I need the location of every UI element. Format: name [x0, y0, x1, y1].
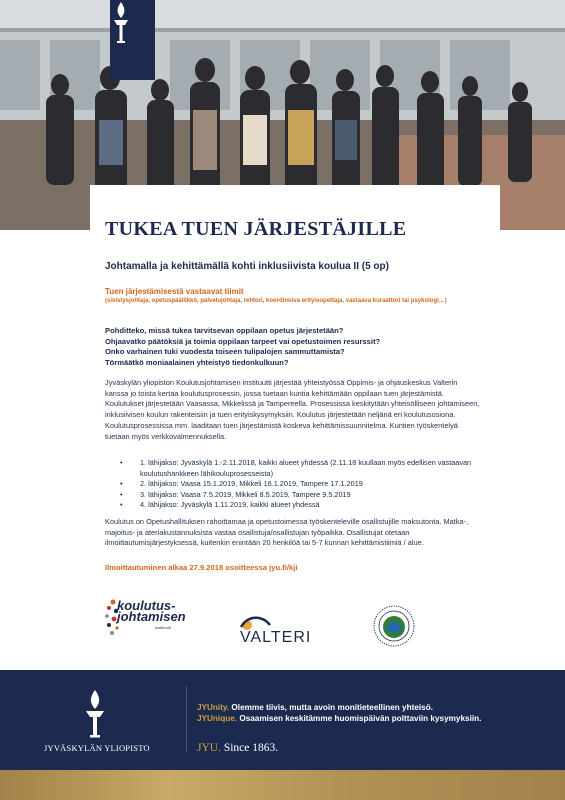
page-title: TUKEA TUEN JÄRJESTÄJILLE	[105, 218, 407, 240]
periods-list	[128, 458, 473, 511]
page-subtitle: Johtamalla ja kehittämällä kohti inklusiivista koulua II (5 op)	[105, 261, 389, 272]
university-name: JYVÄSKYLÄN YLIOPISTO	[44, 743, 150, 753]
valteri-wordmark: VALTERI	[240, 629, 312, 646]
since-text: Since 1863.	[220, 742, 279, 754]
question: Pohditteko, missä tukea tarvitsevan oppilaan opetus järjestetään?	[105, 326, 344, 335]
slogan-jyunique	[197, 714, 481, 723]
period-item: • 3. lähijakso: Vaasa 7.5.2019, Mikkeli 8.5.2019, Tampere 9.5.2019	[128, 490, 473, 501]
question: Ohjaavatko päätöksiä ja toimia oppilaan tarpeet vai opetustoimen resurssit?	[105, 336, 381, 346]
since-brand: JYU.	[197, 742, 221, 754]
kj-logo-text	[117, 600, 186, 622]
slogan-brand: JYUnity.	[197, 703, 230, 712]
since-line	[197, 742, 278, 754]
slogan-jyunity	[197, 703, 433, 712]
description-paragraph: Jyväskylän yliopiston Koulutusjohtamisen instituutti järjestää yhteistyössä Oppimis- ja ohjauskeskus Valterin kanssa jo toista kertaa koulutusprosessin, jossa tuetaan kuntia kehittämään oppilaan tuen järjestämistä. Koulutukset järjestetään Vaasassa, Mikkelissä ja Tampereella. Prosessissa keskitytään yhteisölliseen johtamiseen, inklusiivisen koulun rakenteisiin ja tuen erityiskysymyksiin. Koulutus järjestetään neljänä eri koulutusosiona. Koulutusprosessissa mm. laaditaan tuen järjestämistä koskeva kehittämissuunnitelma. Kuntien työskentelyä tuetaan myös verkkovalmennuksella.	[105, 378, 480, 441]
koulutusjohtamisen-instituutti-logo	[103, 596, 198, 644]
period-item: • 1. lähijakso: Jyväskylä 1.-2.11.2018, kaikki alueet yhdessä (2.11.18 kuullaan myös edellisen vastaavan koulutushankkeen lähikouluprosesseista)	[128, 458, 473, 479]
kj-logo-sub: instituutti	[155, 625, 171, 630]
opetushallitus-seal-logo	[372, 604, 416, 648]
seal-icon	[372, 604, 416, 648]
slogan-text: Osaamisen keskitämme huomispäivän polttaviin kysymyksiin.	[237, 714, 482, 723]
registration-link[interactable]: Ilmoittautuminen alkaa 27.9.2018 osoitteessa jyu.fi/kji	[105, 563, 298, 572]
torch-icon	[110, 0, 132, 46]
funding-paragraph: Koulutus on Opetushallituksen rahoittamaa ja opetustoimessa työskenteleville osallistujille maksutonta. Matka-, majoitus- ja ateriakustannuksista vastaa osallistuja/osallistujan työpaikka. Osallistujat otetaan ilmoittautumisjärjestyksessä, kuitenkin enintään 20 henkilöä tai 5-7 kunnan kehittämistiimiä / alue.	[105, 517, 469, 548]
question: Onko varhainen tuki vuodesta toiseen tulipalojen sammuttamista?	[105, 347, 345, 356]
university-logo-box	[110, 0, 155, 80]
kj-line2: johtamisen	[117, 609, 186, 624]
slogan-brand: JYUnique.	[197, 714, 238, 723]
footer	[0, 670, 565, 770]
period-item: • 4. lähijakso: Jyväskylä 1.11.2019, kaikki alueet yhdessä	[128, 500, 473, 511]
target-audience-list: (sivistysjohtaja, opetuspäällikkö, palvelujohtaja, rehtori, koordinoiva erityisopettaja, vastaava kuraattori tai psykologi…)	[105, 298, 447, 304]
torch-icon	[82, 688, 108, 740]
question: Törmäätkö moniaalainen yhteistyö tiedonkulkuun?	[105, 357, 289, 367]
valteri-logo	[238, 613, 312, 653]
questions-block	[105, 326, 485, 368]
period-item: • 2. lähijakso: Vaasa 15.1.2019, Mikkeli 16.1.2019, Tampere 17.1.2019	[128, 479, 473, 490]
footer-divider	[186, 686, 187, 752]
kj-line1: koulutus-	[117, 598, 176, 613]
target-audience-heading: Tuen järjestämisestä vastaavat tiimit	[105, 287, 244, 296]
slogan-text: Olemme tiivis, mutta avoin monitieteellinen yhteisö.	[229, 703, 433, 712]
footer-gold-band	[0, 770, 565, 800]
